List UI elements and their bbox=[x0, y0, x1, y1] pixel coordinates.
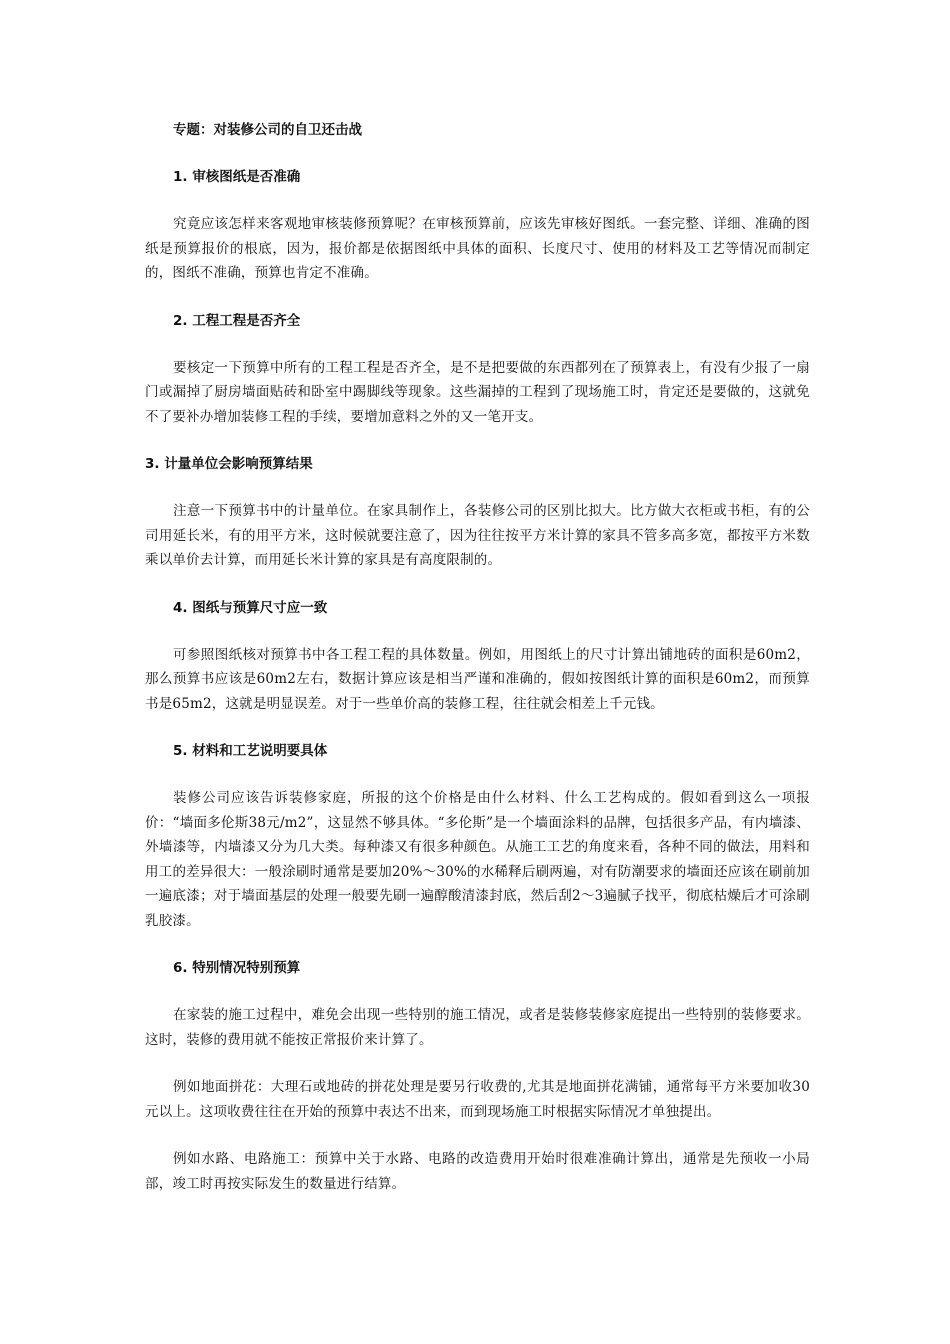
section-paragraph: 例如地面拼花：大理石或地砖的拼花处理是要另行收费的,尤其是地面拼花满铺，通常每平方米要加收30元以上。这项收费往往在开始的预算中表达不出来，而到现场施工时根据实际情况才单独提出。 bbox=[145, 1079, 810, 1120]
section-heading-4: 4. 图纸与预算尺寸应一致 bbox=[173, 599, 328, 616]
section-heading-3: 3. 计量单位会影响预算结果 bbox=[145, 456, 313, 472]
section-paragraph: 装修公司应该告诉装修家庭，所报的这个价格是由什么材料、什么工艺构成的。假如看到这么一项报价：“墙面多伦斯38元/m2”，这显然不够具体。“多伦斯”是一个墙面涂料的品牌，包括很多产品，有内墙漆、外墙漆等，内墙漆又分为几大类。每种漆又有很多种颜色。从施工工艺的角度来看，各种不同的做法，用料和用工的差异很大：一般涂刷时通常是要加20%～30%的水稀释后刷两遍，对有防潮要求的墙面还应该在刷前加一遍底漆；对于墙面基层的处理一般要先刷一遍醇酸清漆封底，然后刮2～3遍腻子找平，彻底枯燥后才可涂刷乳胶漆。 bbox=[145, 790, 810, 929]
document-page bbox=[145, 118, 810, 1196]
section-paragraph: 例如水路、电路施工：预算中关于水路、电路的改造费用开始时很难准确计算出，通常是先预收一小局部，竣工时再按实际发生的数量进行结算。 bbox=[145, 1151, 810, 1192]
section-heading-1: 1. 审核图纸是否准确 bbox=[173, 169, 301, 185]
section-paragraph: 可参照图纸核对预算书中各工程工程的具体数量。例如，用图纸上的尺寸计算出铺地砖的面积是60m2，那么预算书应该是60m2左右，数据计算应该是相当严谨和准确的，假如按图纸计算的面积是60m2，而预算书是65m2，这就是明显误差。对于一些单价高的装修工程，往往就会相差上千元钱。 bbox=[145, 646, 810, 712]
section-heading-6: 6. 特别情况特别预算 bbox=[173, 960, 301, 976]
section-heading-2: 2. 工程工程是否齐全 bbox=[173, 312, 301, 329]
section-paragraph: 究竟应该怎样来客观地审核装修预算呢？在审核预算前，应该先审核好图纸。一套完整、详细、准确的图纸是预算报价的根底，因为，报价都是依据图纸中具体的面积、长度尺寸、使用的材料及工艺等情况而制定的，图纸不准确，预算也肯定不准确。 bbox=[145, 216, 810, 281]
section-paragraph: 注意一下预算书中的计量单位。在家具制作上，各装修公司的区别比拟大。比方做大衣柜或书柜，有的公司用延长米，有的用平方米，这时候就要注意了，因为往往按平方米计算的家具不管多高多宽，都按平方米数乘以单价去计算，而用延长米计算的家具是有高度限制的。 bbox=[145, 503, 810, 568]
section-paragraph: 要核定一下预算中所有的工程工程是否齐全，是不是把要做的东西都列在了预算表上，有没有少报了一扇门或漏掉了厨房墙面贴砖和卧室中踢脚线等现象。这些漏掉的工程到了现场施工时，肯定还是要做的，这就免不了要补办增加装修工程的手续，要增加意料之外的又一笔开支。 bbox=[145, 359, 810, 425]
document-title: 专题：对装修公司的自卫还击战 bbox=[173, 122, 362, 138]
section-heading-5: 5. 材料和工艺说明要具体 bbox=[173, 743, 328, 759]
section-paragraph: 在家装的施工过程中，难免会出现一些特别的施工情况，或者是装修装修家庭提出一些特别的装修要求。这时，装修的费用就不能按正常报价来计算了。 bbox=[145, 1007, 810, 1048]
